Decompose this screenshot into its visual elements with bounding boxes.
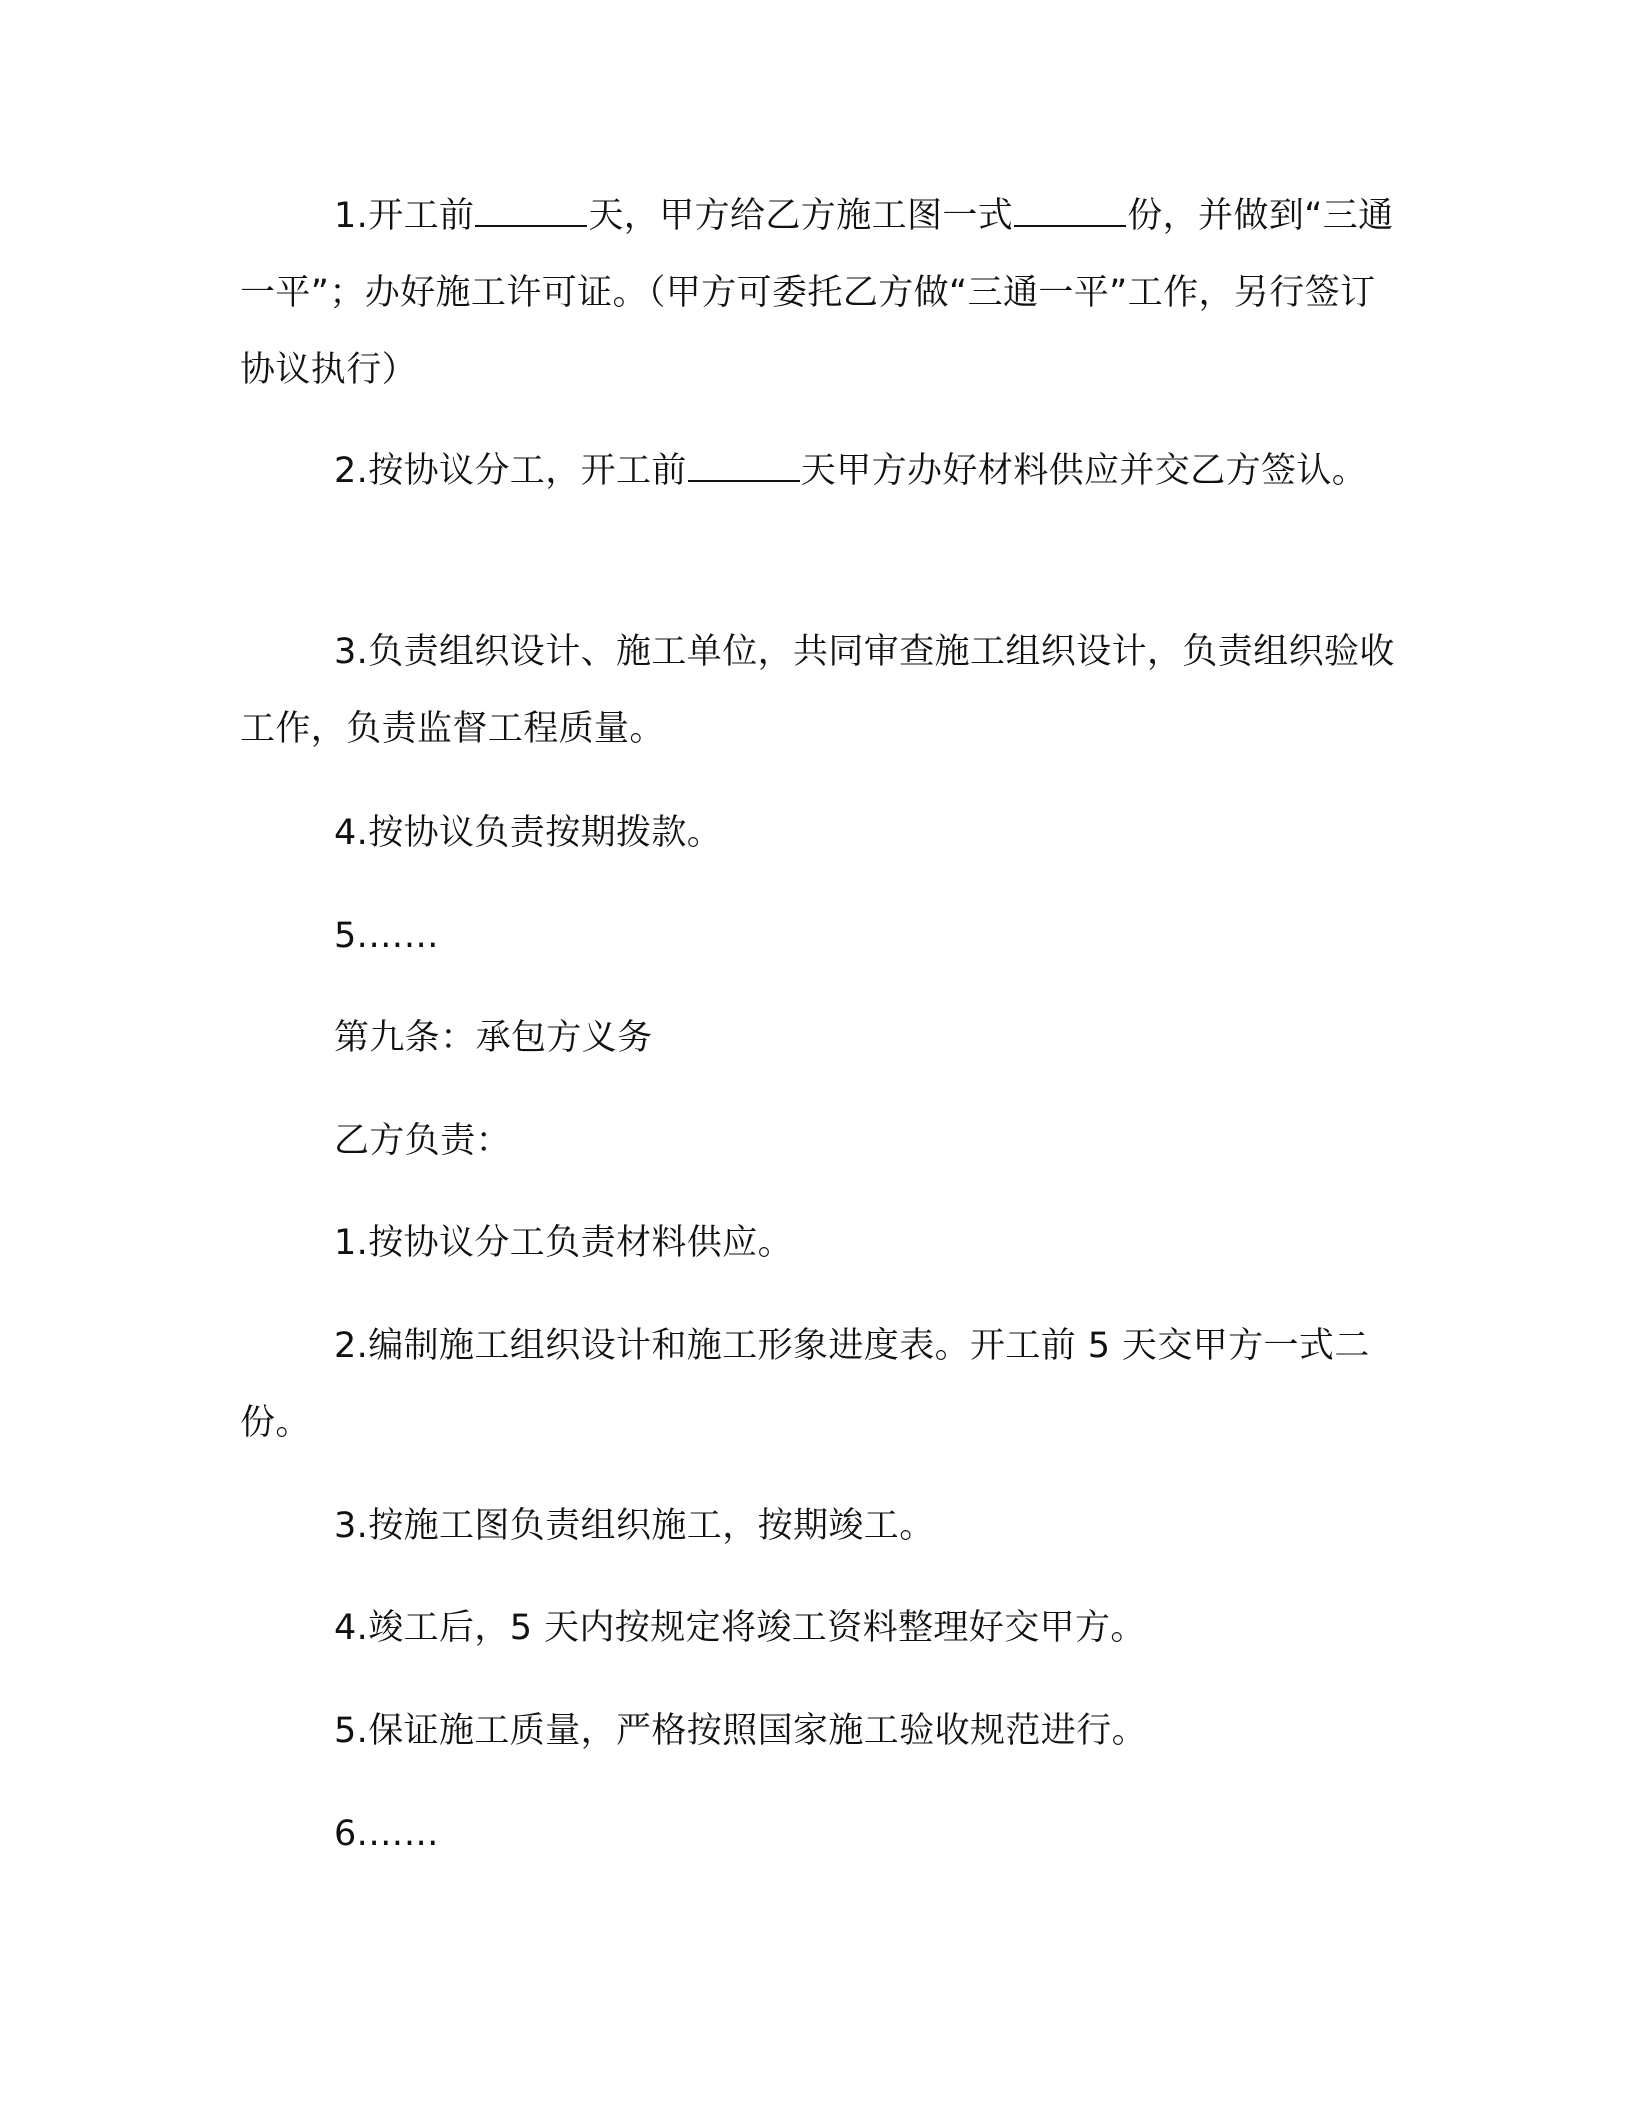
- blank-line: [1014, 199, 1126, 227]
- article-heading: 第九条：承包方义务: [334, 1018, 653, 1058]
- paragraph-owner-duty-4: 4.按协议负责按期拨款。: [334, 813, 723, 853]
- blank-line: [688, 454, 800, 482]
- paragraph-owner-duty-3: 3.负责组织设计、施工单位，共同审查施工组织设计，负责组织验收工作，负责监督工程质量。: [240, 632, 1395, 749]
- text-segment: 份，并做到“三通一平”；办好施工许可证。（甲方可委托乙方做“三通一平”工作，另行签订协议执行）: [240, 196, 1394, 390]
- blank-line: [475, 199, 587, 227]
- text-segment: 2.按协议分工，开工前: [334, 451, 687, 491]
- paragraph-contractor-duty-4: 4.竣工后，5 天内按规定将竣工资料整理好交甲方。: [334, 1608, 1146, 1648]
- paragraph-contractor-duty-3: 3.按施工图负责组织施工，按期竣工。: [334, 1506, 935, 1546]
- paragraph-contractor-duty-1: 1.按协议分工负责材料供应。: [334, 1223, 793, 1263]
- text-segment: 1.开工前: [334, 196, 475, 236]
- paragraph-owner-duty-1: [240, 178, 1400, 409]
- paragraph-contractor-duty-6: 6.……: [334, 1814, 439, 1854]
- text-segment: 天甲方办好材料供应并交乙方签认。: [800, 451, 1368, 491]
- paragraph-contractor-duty-2: 2.编制施工组织设计和施工形象进度表。开工前 5 天交甲方一式二份。: [240, 1326, 1370, 1443]
- paragraph-owner-duty-5: 5.……: [334, 916, 439, 956]
- text-segment: 天，甲方给乙方施工图一式: [588, 196, 1014, 236]
- paragraph-owner-duty-2: [240, 433, 1400, 510]
- paragraph-contractor-duty-5: 5.保证施工质量，严格按照国家施工验收规范进行。: [334, 1711, 1147, 1751]
- paragraph-contractor-intro: 乙方负责：: [334, 1121, 512, 1161]
